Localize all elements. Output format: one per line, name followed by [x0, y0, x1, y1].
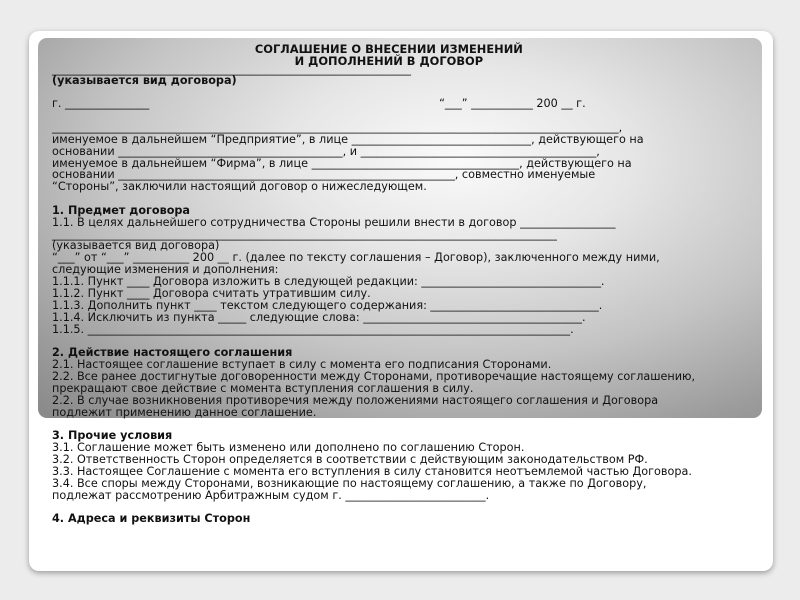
city-field: г. _______________	[52, 96, 150, 111]
date-field: “___” ___________ 200 __ г.	[439, 96, 586, 111]
section-line: 1.1.4. Исключить из пункта _____ следующие слова: _______________________________________.	[52, 309, 586, 324]
intro-line: _____________________________________________________________________________________________________,	[52, 119, 623, 134]
section-line: 3.2. Ответственность Сторон определяется в соответствии с действующим законодательством РФ.	[52, 451, 648, 466]
section-line: 2.2. В случае возникновения противоречия между положениями настоящего соглашения и Договора	[52, 392, 659, 407]
section-line: __________________________________________________________________________________________	[52, 226, 557, 241]
section-4-heading: 4. Адреса и реквизиты Сторон	[52, 511, 251, 526]
section-3-heading: 3. Прочие условия	[52, 428, 173, 443]
intro-line: основании ____________________________________________________________, совместно именуемые	[52, 167, 596, 182]
intro-line: именуемое в дальнейшем “Фирма”, в лице _____________________________________, действующего на	[52, 155, 632, 170]
section-line: следующие изменения и дополнения:	[52, 262, 279, 277]
section-line: 2.2. Все ранее достигнутые договоренности между Сторонами, противоречащие настоящему соглашению,	[52, 369, 696, 384]
section-3-body	[52, 442, 732, 502]
section-line: “___” от “___” __________ 200 __ г. (далее по тексту соглашения – Договор), заключенного между ними,	[52, 250, 660, 265]
intro-line: “Стороны”, заключили настоящий договор о нижеследующем.	[52, 179, 427, 194]
title-line-1: СОГЛАШЕНИЕ О ВНЕСЕНИИ ИЗМЕНЕНИЙ	[254, 42, 523, 56]
header-blank-line: ________________________________________________________________	[52, 62, 412, 76]
section-2-heading: 2. Действие настоящего соглашения	[52, 345, 293, 360]
section-line: (указывается вид договора)	[52, 238, 220, 253]
section-line: подлежит применению данное соглашение.	[52, 404, 317, 419]
section-line: прекращают свое действие с момента вступления соглашения в силу.	[52, 380, 474, 395]
section-line: 1.1. В целях дальнейшего сотрудничества Стороны решили внести в договор _________________	[52, 214, 616, 229]
intro-paragraph	[52, 119, 732, 194]
title-line-2: И ДОПОЛНЕНИЙ В ДОГОВОР	[294, 53, 484, 68]
section-line: 1.1.5. ______________________________________________________________________________________.	[52, 321, 574, 336]
intro-line: именуемое в дальнейшем “Предприятие”, в лице ________________________________, действующего на	[52, 131, 644, 146]
section-2-body	[52, 359, 732, 419]
section-line: 1.1.3. Дополнить пункт ____ текстом следующего содержания: ______________________________.	[52, 298, 603, 312]
intro-line: основании ________________________________________, и __________________________________________,	[52, 143, 600, 158]
section-line: 1.1.2. Пункт ____ Договора считать утратившим силу.	[52, 286, 371, 301]
section-1-body	[52, 214, 732, 336]
city-date-row	[52, 98, 732, 110]
section-line: 3.3. Настоящее Соглашение с момента его вступления в силу становится неотъемлемой частью Договора.	[52, 463, 692, 478]
section-1-heading: 1. Предмет договора	[52, 202, 191, 217]
section-line: подлежат рассмотрению Арбитражным судом г. _________________________.	[52, 487, 490, 502]
section-line: 2.1. Настоящее соглашение вступает в силу с момента его подписания Сторонами.	[52, 357, 552, 372]
section-line: 1.1.1. Пункт ____ Договора изложить в следующей редакции: ________________________________.	[52, 274, 605, 289]
section-line: 3.1. Соглашение может быть изменено или дополнено по соглашению Сторон.	[52, 440, 525, 455]
agreement-document	[52, 44, 732, 525]
contract-type-note: (указывается вид договора)	[52, 72, 237, 87]
section-line: 3.4. Все споры между Сторонами, возникающие по настоящему соглашению, а также по Договору,	[52, 475, 647, 490]
